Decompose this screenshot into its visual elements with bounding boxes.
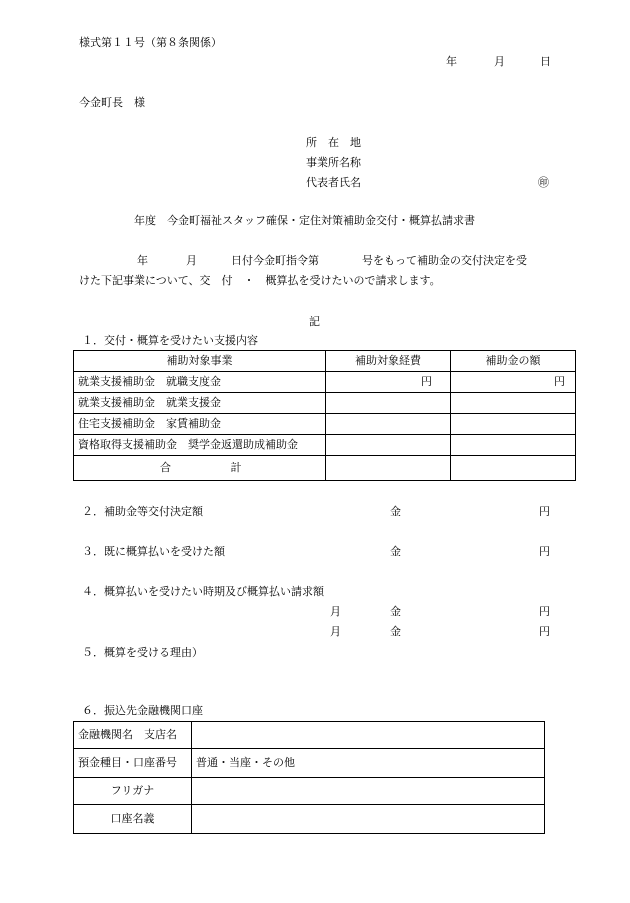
- date-month: 月: [494, 55, 505, 68]
- row-cost: [326, 435, 451, 456]
- section4-yen: 円: [539, 605, 550, 618]
- table-total-row: [74, 456, 576, 481]
- bank-name-label: 金融機関名 支店名: [74, 722, 192, 749]
- section4-label: ４．概算払いを受けたい時期及び概算払い請求額: [82, 585, 324, 598]
- document-title: 年度 今金町福祉スタッフ確保・定住対策補助金交付・概算払請求書: [134, 214, 475, 227]
- col-header-project: 補助対象事業: [74, 351, 326, 372]
- total-cost: [326, 456, 451, 481]
- table-row: [74, 435, 576, 456]
- form-number: 様式第１１号（第８条関係）: [79, 36, 222, 49]
- section4-kin: 金: [390, 625, 401, 638]
- body-line2: けた下記事業について、交 付 ・ 概算払を受けたいので請求します。: [79, 274, 441, 287]
- section2-yen: 円: [539, 505, 550, 518]
- account-type-value: 普通・当座・その他: [192, 749, 545, 778]
- company-label: 事業所名称: [306, 156, 361, 169]
- seal-mark: ㊞: [538, 176, 549, 189]
- section4-kin: 金: [390, 605, 401, 618]
- body-line1-rest: 号をもって補助金の交付決定を受: [362, 254, 527, 267]
- table-row: [74, 722, 545, 749]
- date-year: 年: [446, 55, 457, 68]
- row-project: 就業支援補助金 就業支援金: [74, 393, 326, 414]
- total-label-a: 合: [160, 461, 171, 474]
- row-project: 住宅支援補助金 家賃補助金: [74, 414, 326, 435]
- row-amount: 円: [451, 372, 576, 393]
- section3-label: ３．既に概算払いを受けた額: [82, 545, 225, 558]
- table-row: [74, 749, 545, 778]
- row-cost: [326, 393, 451, 414]
- location-label: 所 在 地: [306, 136, 361, 149]
- body-year: 年: [137, 254, 148, 267]
- section6-heading: ６．振込先金融機関口座: [82, 704, 203, 717]
- total-label-b: 計: [230, 461, 242, 474]
- row-cost: [326, 414, 451, 435]
- row-amount: [451, 393, 576, 414]
- total-amount: [451, 456, 576, 481]
- bank-name-value: [192, 722, 545, 749]
- row-cost: 円: [326, 372, 451, 393]
- body-day-directive: 日付今金町指令第: [231, 254, 319, 267]
- account-holder-label: 口座名義: [74, 805, 192, 834]
- section5-label: ５．概算を受ける理由）: [82, 646, 203, 659]
- section4-month: 月: [330, 605, 341, 618]
- section2-label: ２．補助金等交付決定額: [82, 505, 203, 518]
- support-table: [73, 350, 576, 481]
- section4-yen: 円: [539, 625, 550, 638]
- account-holder-value: [192, 805, 545, 834]
- table-header-row: [74, 351, 576, 372]
- row-amount: [451, 435, 576, 456]
- table-row: [74, 778, 545, 805]
- col-header-amount: 補助金の額: [451, 351, 576, 372]
- addressee: 今金町長 様: [79, 96, 145, 109]
- date-day: 日: [540, 55, 551, 68]
- table-row: [74, 805, 545, 834]
- row-project: 就業支援補助金 就職支度金: [74, 372, 326, 393]
- table-row: [74, 414, 576, 435]
- col-header-cost: 補助対象経費: [326, 351, 451, 372]
- row-project: 資格取得支援補助金 奨学金返還助成補助金: [74, 435, 326, 456]
- section2-kin: 金: [390, 505, 401, 518]
- account-type-label: 預金種目・口座番号: [74, 749, 192, 778]
- bank-table: [73, 721, 545, 834]
- section1-heading: １．交付・概算を受けたい支援内容: [82, 334, 258, 347]
- section3-yen: 円: [539, 545, 550, 558]
- representative-label: 代表者氏名: [306, 176, 361, 189]
- ki-mark: 記: [309, 315, 320, 328]
- table-row: [74, 393, 576, 414]
- furigana-value: [192, 778, 545, 805]
- table-row: [74, 372, 576, 393]
- furigana-label: フリガナ: [74, 778, 192, 805]
- section4-month: 月: [330, 625, 341, 638]
- body-month: 月: [186, 254, 197, 267]
- row-amount: [451, 414, 576, 435]
- total-label: [74, 456, 326, 481]
- section3-kin: 金: [390, 545, 401, 558]
